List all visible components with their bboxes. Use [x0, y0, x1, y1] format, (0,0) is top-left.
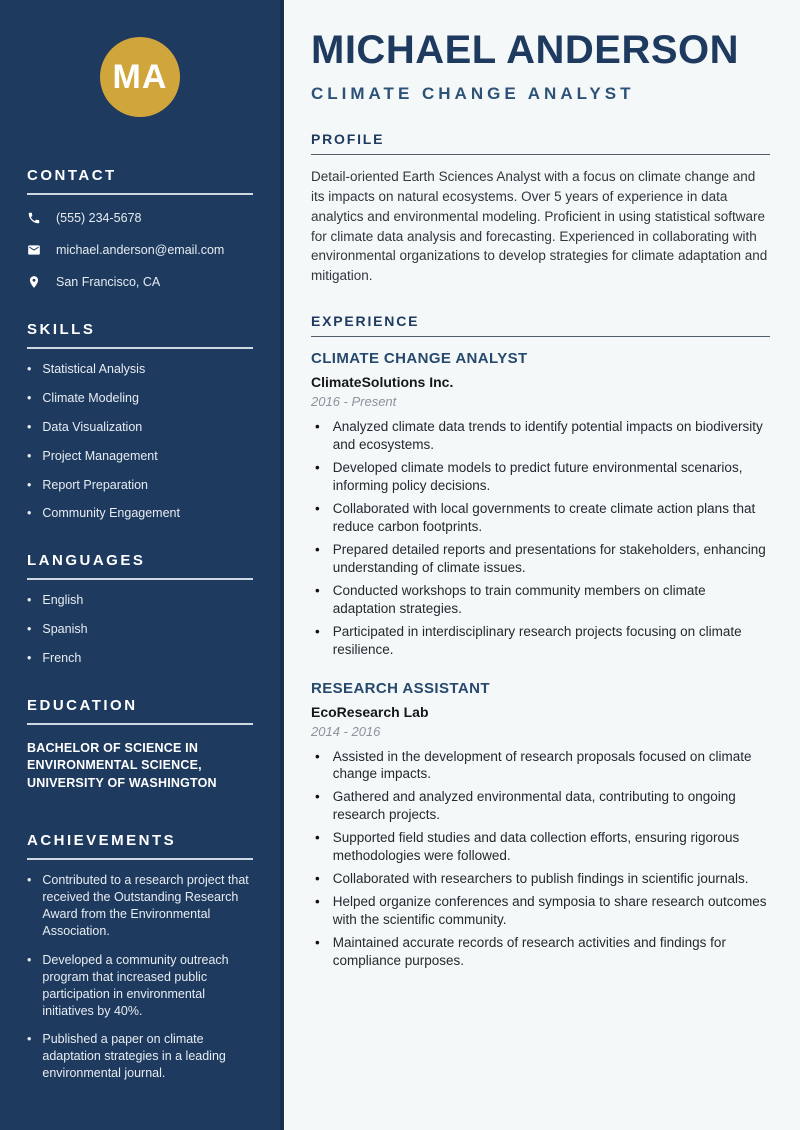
- job-bullet-list: [311, 748, 770, 970]
- contact-section: [27, 167, 253, 291]
- experience-bullet: • Assisted in the development of research proposals focused on climate change impacts.: [311, 748, 770, 784]
- contact-item-location: [27, 273, 253, 291]
- experience-bullet: • Supported field studies and data collection efforts, ensuring rigorous methodologies were followed.: [311, 829, 770, 865]
- skill-item: • Statistical Analysis: [27, 361, 253, 378]
- experience-bullet: • Maintained accurate records of research activities and findings for compliance purposes.: [311, 934, 770, 970]
- experience-section: [311, 313, 770, 970]
- experience-bullet: • Conducted workshops to train community members on climate adaptation strategies.: [311, 582, 770, 618]
- date-range: 2014 - 2016: [311, 723, 381, 739]
- job-title: RESEARCH ASSISTANT: [311, 679, 490, 697]
- email-icon: [27, 243, 41, 257]
- languages-section: [27, 552, 253, 667]
- experience-bullet: • Collaborated with researchers to publish findings in scientific journals.: [311, 870, 770, 888]
- job-entry: [311, 350, 770, 658]
- job-subtitle: CLIMATE CHANGE ANALYST: [311, 84, 635, 103]
- company-name: EcoResearch Lab: [311, 703, 429, 720]
- profile-heading: PROFILE: [311, 131, 770, 155]
- main-content: [284, 0, 800, 1130]
- contact-phone-text: (555) 234-5678: [56, 211, 142, 225]
- skill-item: • Data Visualization: [27, 419, 253, 436]
- language-item: • French: [27, 650, 253, 667]
- avatar: [100, 37, 180, 117]
- company-name: ClimateSolutions Inc.: [311, 374, 454, 391]
- education-section: [27, 697, 253, 793]
- name-title: MICHAEL ANDERSON: [311, 28, 740, 72]
- experience-bullet: • Gathered and analyzed environmental data, contributing to ongoing research projects.: [311, 788, 770, 824]
- languages-list: [27, 592, 253, 667]
- experience-bullet: • Participated in interdisciplinary research projects focusing on climate resilience.: [311, 623, 770, 659]
- contact-item-phone: [27, 209, 253, 227]
- skill-item: • Climate Modeling: [27, 390, 253, 407]
- avatar-initials: MA: [112, 57, 168, 96]
- education-degree: BACHELOR OF SCIENCE IN ENVIRONMENTAL SCIENCE, UNIVERSITY OF WASHINGTON: [27, 740, 217, 790]
- location-icon: [27, 275, 41, 289]
- contact-email-text: michael.anderson@email.com: [56, 243, 225, 257]
- sidebar: [0, 0, 284, 1130]
- skill-item: • Report Preparation: [27, 477, 253, 494]
- skills-section: [27, 321, 253, 522]
- profile-section: [311, 131, 770, 286]
- achievement-item: • Developed a community outreach program that increased public participation in environmental initiatives by 40%.: [27, 952, 253, 1020]
- education-heading: EDUCATION: [27, 697, 253, 725]
- experience-bullet: • Analyzed climate data trends to identify potential impacts on biodiversity and ecosystems.: [311, 418, 770, 454]
- experience-bullet: • Developed climate models to predict future environmental scenarios, informing policy decisions.: [311, 459, 770, 495]
- skill-item: • Project Management: [27, 448, 253, 465]
- language-item: • English: [27, 592, 253, 609]
- date-range: 2016 - Present: [311, 394, 397, 410]
- contact-heading: CONTACT: [27, 167, 253, 195]
- job-bullet-list: [311, 418, 770, 658]
- profile-text: Detail-oriented Earth Sciences Analyst with a focus on climate change and its impacts on natural ecosystems. Over 5 years of experience in data analytics and environmental modeling. Proficient in using statistical software for climate data analysis and forecasting. Experienced in collaborating with environmental organizations to develop strategies for climate adaptation and mitigation.: [311, 169, 768, 284]
- skill-item: • Community Engagement: [27, 505, 253, 522]
- contact-list: [27, 209, 253, 291]
- contact-item-email: [27, 241, 253, 259]
- experience-bullet: • Prepared detailed reports and presentations for stakeholders, enhancing understanding of climate issues.: [311, 541, 770, 577]
- achievements-list: [27, 872, 253, 1082]
- experience-bullet: • Helped organize conferences and symposia to share research outcomes with the scientific community.: [311, 893, 770, 929]
- phone-icon: [27, 211, 41, 225]
- experience-bullet: • Collaborated with local governments to create climate action plans that reduce carbon footprints.: [311, 500, 770, 536]
- skills-list: [27, 361, 253, 522]
- achievements-heading: ACHIEVEMENTS: [27, 832, 253, 860]
- achievement-item: • Published a paper on climate adaptation strategies in a leading environmental journal.: [27, 1031, 253, 1082]
- languages-heading: LANGUAGES: [27, 552, 253, 580]
- contact-location-text: San Francisco, CA: [56, 275, 161, 289]
- experience-heading: EXPERIENCE: [311, 313, 770, 337]
- job-title: CLIMATE CHANGE ANALYST: [311, 350, 528, 368]
- language-item: • Spanish: [27, 621, 253, 638]
- job-entry: [311, 680, 770, 970]
- achievements-section: [27, 832, 253, 1082]
- achievement-item: • Contributed to a research project that received the Outstanding Research Award from the Environmental Association.: [27, 872, 253, 940]
- skills-heading: SKILLS: [27, 321, 253, 349]
